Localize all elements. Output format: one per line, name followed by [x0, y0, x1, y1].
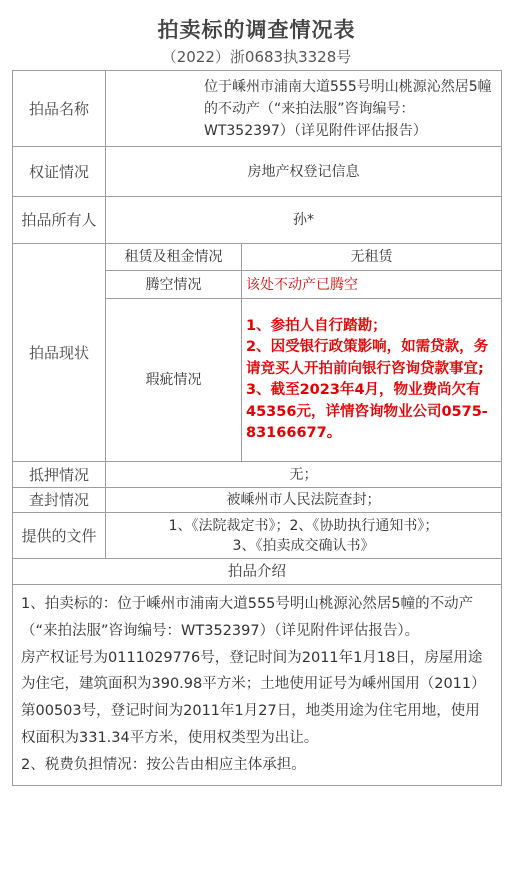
lease-value: 无租赁 [242, 244, 502, 271]
vacate-label: 腾空情况 [106, 271, 242, 299]
vacate-value: 该处不动产已腾空 [242, 271, 502, 299]
lease-label: 租赁及租金情况 [106, 244, 242, 271]
item-name-label: 拍品名称 [13, 71, 106, 147]
intro-body [13, 585, 502, 786]
row-intro-heading [13, 559, 502, 585]
intro-heading: 拍品介绍 [13, 559, 502, 585]
row-lease [13, 244, 502, 271]
seizure-value: 被嵊州市人民法院查封； [106, 488, 502, 513]
docs-label: 提供的文件 [13, 513, 106, 559]
owner-value: 孙* [106, 197, 502, 244]
owner-label: 拍品所有人 [13, 197, 106, 244]
page-title: 拍卖标的调查情况表 [157, 18, 356, 42]
docs-value [106, 513, 502, 559]
intro-paragraph-2: 房产权证号为0111029776号，登记时间为2011年1月18日，房屋用途为住宅，建筑面积为390.98平方米；土地使用证号为嵊州国用（2011）第00503号，登记时间为2011年1月27日，地类用途为住宅用地，使用权面积为331.34平方米，使用权类型为出让。 [21, 649, 486, 746]
row-cert [13, 147, 502, 197]
docs-line-2: 3、《拍卖成交确认书》 [232, 537, 375, 554]
row-intro-body [13, 585, 502, 786]
docs-line-1: 1、《法院裁定书》；2、《协助执行通知书》； [168, 517, 439, 534]
status-label: 拍品现状 [13, 244, 106, 462]
mortgage-value: 无； [106, 462, 502, 488]
case-number: （2022）浙0683执3328号 [161, 48, 352, 66]
intro-paragraph-3: 2、税费负担情况：按公告由相应主体承担。 [21, 756, 306, 773]
cert-value: 房地产权登记信息 [106, 147, 502, 197]
row-docs [13, 513, 502, 559]
defect-line-2: 2、因受银行政策影响，如需贷款，务请竞买人开拍前向银行咨询贷款事宜; [246, 339, 489, 377]
seizure-label: 查封情况 [13, 488, 106, 513]
row-owner [13, 197, 502, 244]
defect-value [242, 299, 502, 462]
defect-label: 瑕疵情况 [106, 299, 242, 462]
defect-line-1: 1、参拍人自行踏勘； [246, 317, 387, 334]
row-mortgage [13, 462, 502, 488]
mortgage-label: 抵押情况 [13, 462, 106, 488]
row-seizure [13, 488, 502, 513]
item-name-value: 位于嵊州市浦南大道555号明山桃源沁然居5幢的不动产（“来拍法服”咨询编号：WT352397）（详见附件评估报告） [106, 71, 502, 147]
defect-line-3: 3、截至2023年4月，物业费尚欠有45356元，详情咨询物业公司0575-83166677。 [246, 382, 488, 441]
row-item-name [13, 71, 502, 147]
intro-paragraph-1: 1、拍卖标的：位于嵊州市浦南大道555号明山桃源沁然居5幢的不动产（“来拍法服”咨询编号：WT352397）（详见附件评估报告）。 [21, 596, 474, 639]
survey-table [12, 70, 502, 786]
cert-label: 权证情况 [13, 147, 106, 197]
